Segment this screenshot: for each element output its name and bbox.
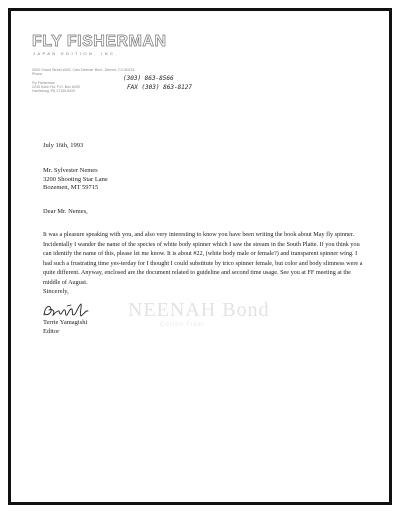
recipient-address (43, 167, 108, 193)
recipient-city: Bozemen, MT 59715 (43, 184, 99, 192)
letterhead-phone-label: Phone (32, 72, 43, 76)
signer-block (43, 319, 87, 336)
recipient-name: Mr. Sylvester Nemes (43, 167, 98, 174)
letterhead-address-line: Harrisburg, PA 17105-8200 (32, 89, 76, 93)
paper-watermark-sub: Cotton Fiber (160, 322, 206, 328)
closing: Sincerely, (43, 288, 69, 295)
signer-name: Terrie Yamagishi (43, 319, 88, 326)
paper-watermark: NEENAH Bond (128, 299, 270, 321)
signature-image (41, 300, 111, 320)
salutation: Dear Mr. Nemes, (43, 208, 88, 215)
letterhead-address-line: Fly Fisherman (32, 81, 55, 85)
letterhead-address-line: 3000 Grand Street #402, Cain Deemer Blvd., Denver, CO 80224 (32, 68, 135, 72)
letter-body: It was a pleasure speaking with you, and also very interesting to know you have been writing the book about May fly spinner. Incidentally I wander the name of the species of white body spinner which I saw the stream in the South Platte. If you think you can identify the name of this, please let me know. It is about #22, (white body male or female?) and transparent spinner wing. I had such a frustrating time yes-terday for I thought I could substitute by trico spinner female, but color and body slimness were a quite different. Anyway, enclosed are the document related to guideline and second time usage. See you at FF meeting at the middle of August. (43, 231, 363, 286)
letterhead-edition: JAPAN EDITION, INC. (33, 51, 119, 56)
letterhead-address-line: 2245 Kohn Rd. P.O. Box 8200 (32, 85, 80, 89)
handwritten-fax: FAX (303) 863-8127 (127, 84, 193, 91)
letterhead-logo: FLY FISHERMAN (32, 33, 167, 50)
letter-date: July 16th, 1993 (43, 142, 84, 149)
signer-title: Editor (43, 327, 60, 335)
handwritten-phone: (303) 863-8566 (123, 75, 174, 82)
recipient-street: 3200 Shooting Star Lane (43, 175, 108, 183)
letterhead (32, 34, 212, 56)
